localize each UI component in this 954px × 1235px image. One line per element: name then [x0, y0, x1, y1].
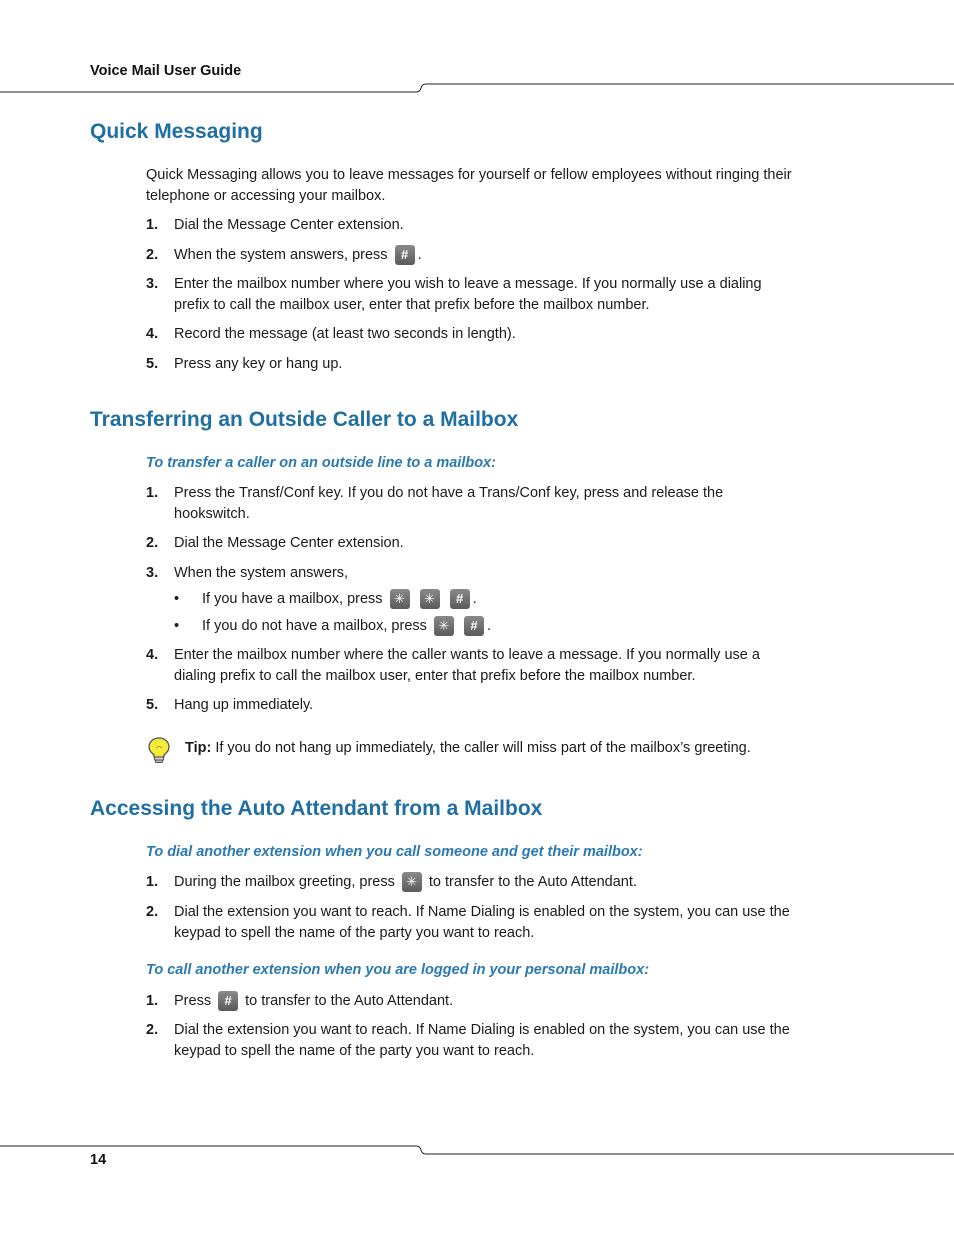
step-text-after: to transfer to the Auto Attendant.	[428, 874, 637, 890]
step-text-before: During the mailbox greeting, press	[174, 874, 395, 890]
bullet-text-before: If you do not have a mailbox, press	[202, 618, 427, 634]
step-text: Hang up immediately.	[174, 697, 314, 713]
star-key-icon: ✳	[402, 872, 422, 892]
step-number: 5.	[146, 356, 159, 372]
step-text	[174, 245, 794, 266]
hash-key-icon: #	[218, 991, 238, 1011]
section-title-auto-attendant: Accessing the Auto Attendant from a Mailbox	[90, 797, 543, 820]
bullet-dot: •	[174, 618, 180, 634]
tip-label: Tip:	[185, 740, 212, 756]
star-key-icon: ✳	[434, 616, 454, 636]
star-key-icon: ✳	[390, 589, 410, 609]
page-number: 14	[90, 1152, 107, 1168]
step-text: Dial the extension you want to reach. If Name Dialing is enabled on the system, you can use the keypad to spell the name of the party you want to reach.	[174, 1022, 790, 1059]
step-number: 2.	[146, 247, 159, 263]
bullet-text	[202, 616, 491, 637]
step-text-before: Press	[174, 993, 212, 1009]
step-number: 2.	[146, 535, 159, 551]
footer-rule	[0, 1140, 954, 1158]
bullet-dot: •	[174, 591, 180, 607]
tip-text	[185, 738, 751, 759]
step-text-after: to transfer to the Auto Attendant.	[245, 993, 454, 1009]
lightbulb-icon	[146, 736, 172, 764]
step-text: Record the message (at least two seconds in length).	[174, 326, 516, 342]
tip-body: If you do not hang up immediately, the caller will miss part of the mailbox’s greeting.	[215, 740, 751, 756]
step-number: 1.	[146, 485, 159, 501]
bullet-text-after: .	[486, 618, 491, 634]
procedure-heading: To dial another extension when you call someone and get their mailbox:	[146, 844, 643, 860]
step-text-after: .	[417, 247, 422, 263]
step-text: Enter the mailbox number where the caller wants to leave a message. If you normally use a dialing prefix to call the mailbox user, enter that prefix before the mailbox number.	[174, 647, 760, 684]
step-number: 2.	[146, 904, 159, 920]
procedure-heading: To call another extension when you are logged in your personal mailbox:	[146, 962, 650, 978]
hash-key-icon: #	[395, 245, 415, 265]
step-number: 5.	[146, 697, 159, 713]
bullet-text-before: If you have a mailbox, press	[202, 591, 383, 607]
step-text: Press the Transf/Conf key. If you do not have a Trans/Conf key, press and release the hookswitch.	[174, 485, 724, 522]
bullet-text-after: .	[472, 591, 477, 607]
hash-key-icon: #	[464, 616, 484, 636]
star-key-icon: ✳	[420, 589, 440, 609]
section-title-quick-messaging: Quick Messaging	[90, 120, 263, 143]
step-number: 3.	[146, 276, 159, 292]
section-title-transferring: Transferring an Outside Caller to a Mailbox	[90, 408, 519, 431]
bullet-text	[202, 589, 477, 610]
step-number: 1.	[146, 217, 159, 233]
step-text-before: When the system answers, press	[174, 247, 388, 263]
step-text: Dial the Message Center extension.	[174, 217, 404, 233]
step-text: Press any key or hang up.	[174, 356, 343, 372]
step-text	[174, 872, 794, 893]
step-text	[174, 991, 794, 1012]
step-text: Enter the mailbox number where you wish to leave a message. If you normally use a dialing prefix to call the mailbox user, enter that prefix before the mailbox number.	[174, 276, 762, 313]
step-text: Dial the Message Center extension.	[174, 535, 404, 551]
step-text: When the system answers,	[174, 565, 349, 581]
step-number: 4.	[146, 326, 159, 342]
intro-paragraph: Quick Messaging allows you to leave messages for yourself or fellow employees without ringing their telephone or accessing your mailbox.	[146, 167, 792, 204]
hash-key-icon: #	[450, 589, 470, 609]
step-number: 2.	[146, 1022, 159, 1038]
step-number: 1.	[146, 874, 159, 890]
step-number: 4.	[146, 647, 159, 663]
step-number: 3.	[146, 565, 159, 581]
header-rule	[0, 80, 954, 96]
step-text: Dial the extension you want to reach. If Name Dialing is enabled on the system, you can use the keypad to spell the name of the party you want to reach.	[174, 904, 790, 941]
step-number: 1.	[146, 993, 159, 1009]
procedure-heading: To transfer a caller on an outside line to a mailbox:	[146, 455, 496, 471]
running-header: Voice Mail User Guide	[90, 63, 242, 79]
